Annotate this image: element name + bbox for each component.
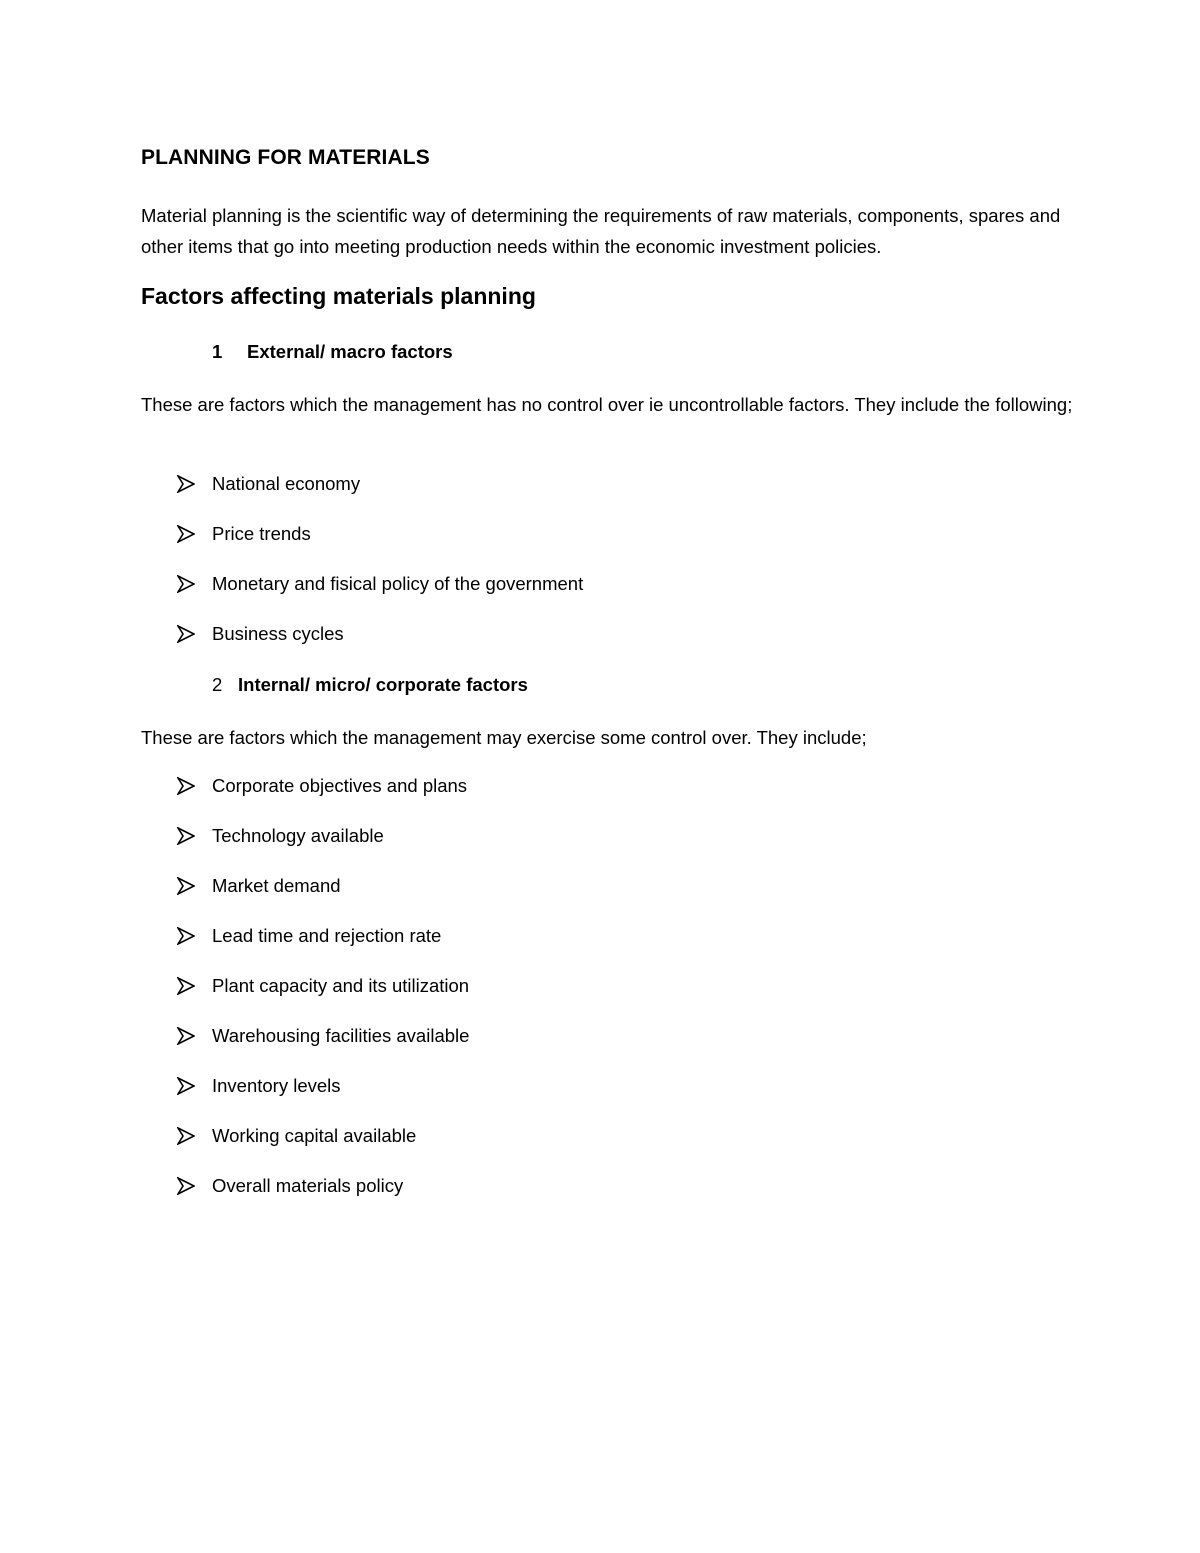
arrowhead-bullet-icon — [177, 525, 195, 543]
intro-paragraph: Material planning is the scientific way of determining the requirements of raw materials, components, spares and other items that go into meeting production needs within the economic investment policies. — [141, 205, 1061, 257]
list-item-label: Market demand — [212, 875, 341, 896]
list-item-label: Plant capacity and its utilization — [212, 975, 470, 996]
arrowhead-bullet-icon — [177, 1127, 195, 1145]
arrowhead-bullet-icon — [177, 827, 195, 845]
arrowhead-bullet-icon — [177, 475, 195, 493]
list-item-label: Business cycles — [212, 623, 344, 644]
subheading-internal — [212, 674, 712, 698]
arrowhead-bullet-icon — [177, 877, 195, 895]
list-item-label: Warehousing facilities available — [212, 1025, 470, 1046]
subheading-external — [212, 341, 612, 365]
subheading-label: External/ macro factors — [247, 341, 453, 362]
list-item-label: Overall materials policy — [212, 1175, 404, 1196]
list-item-label: Monetary and fisical policy of the government — [212, 573, 584, 594]
arrowhead-bullet-icon — [177, 1027, 195, 1045]
arrowhead-bullet-icon — [177, 1077, 195, 1095]
list-item-label: Technology available — [212, 825, 384, 846]
arrowhead-bullet-icon — [177, 927, 195, 945]
subheading-number: 1 — [212, 341, 223, 362]
list-item-label: Corporate objectives and plans — [212, 775, 468, 796]
section-heading: Factors affecting materials planning — [141, 283, 536, 309]
document-title: PLANNING FOR MATERIALS — [141, 146, 430, 169]
subheading-label: Internal/ micro/ corporate factors — [238, 674, 528, 695]
arrowhead-bullet-icon — [177, 977, 195, 995]
list-item-label: Lead time and rejection rate — [212, 925, 442, 946]
list-item-label: National economy — [212, 473, 361, 494]
list-item-label: Price trends — [212, 523, 311, 544]
list-item-label: Working capital available — [212, 1125, 417, 1146]
arrowhead-bullet-icon — [177, 777, 195, 795]
subheading-number: 2 — [212, 674, 223, 695]
arrowhead-bullet-icon — [177, 625, 195, 643]
list-item-label: Inventory levels — [212, 1075, 341, 1096]
arrowhead-bullet-icon — [177, 575, 195, 593]
external-factors-paragraph: These are factors which the management has no control over ie uncontrollable factors. They include the following; — [141, 394, 1073, 415]
arrowhead-bullet-icon — [177, 1177, 195, 1195]
internal-factors-paragraph: These are factors which the management may exercise some control over. They include; — [141, 727, 867, 748]
